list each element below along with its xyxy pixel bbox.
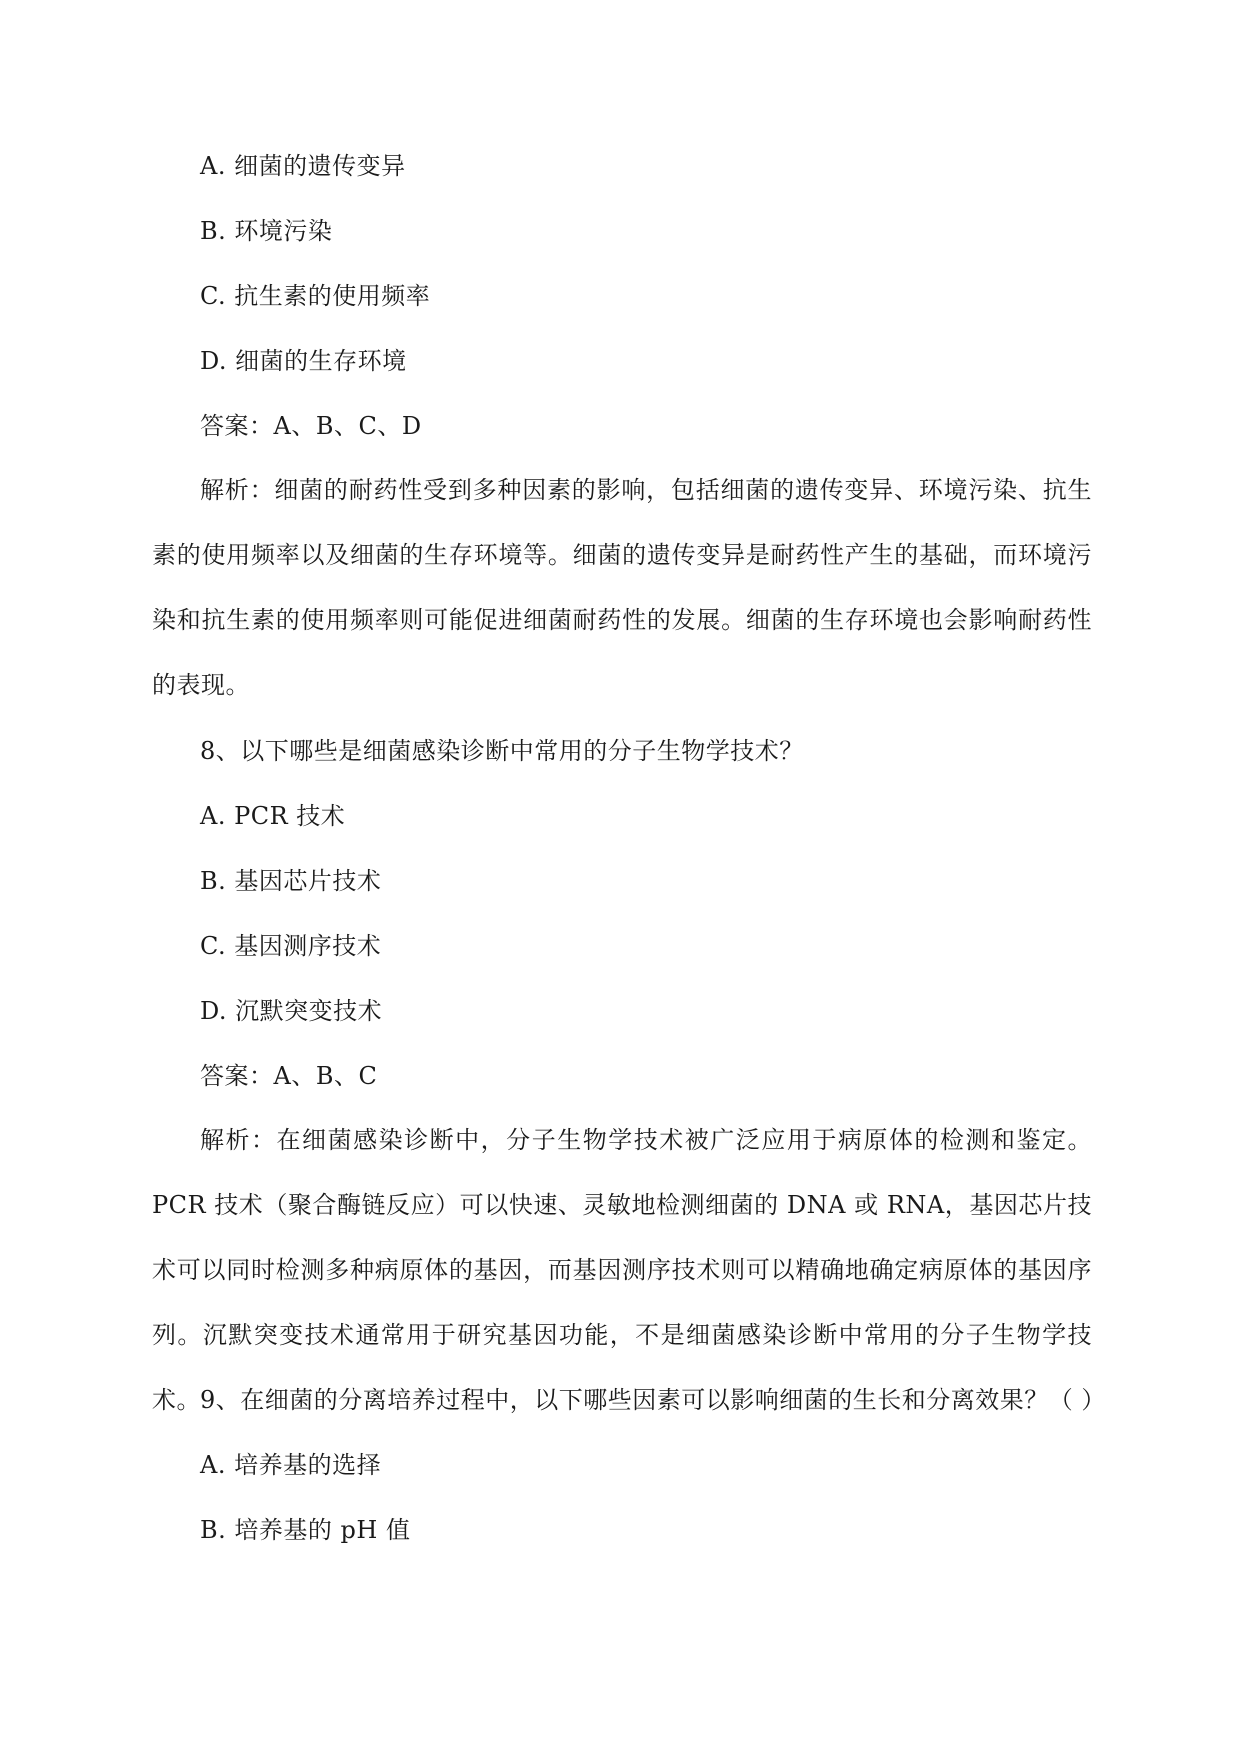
q7-analysis: 解析：细菌的耐药性受到多种因素的影响，包括细菌的遗传变异、环境污染、抗生素的使用频率以及细菌的生存环境等。细菌的遗传变异是耐药性产生的基础，而环境污染和抗生素的使用频率则可能促进细菌耐药性的发展。细菌的生存环境也会影响耐药性的表现。 bbox=[152, 476, 1092, 699]
q8-analysis: 解析：在细菌感染诊断中，分子生物学技术被广泛应用于病原体的检测和鉴定。PCR 技术（聚合酶链反应）可以快速、灵敏地检测细菌的 DNA 或 RNA，基因芯片技术可以同时检测多种病原体的基因，而基因测序技术则可以精确地确定病原体的基因序列。沉默突变技术通常用于研究基因功能，不是细菌感染诊断中常用的分子生物学技术。 bbox=[152, 1126, 1092, 1414]
q7-option-b: B. 环境污染 bbox=[200, 217, 333, 245]
q9-question: 9、在细菌的分离培养过程中，以下哪些因素可以影响细菌的生长和分离效果？（ ） bbox=[200, 1386, 1106, 1414]
q8-answer: 答案：A、B、C bbox=[200, 1062, 378, 1090]
q8-option-d: D. 沉默突变技术 bbox=[200, 997, 383, 1025]
q7-option-a: A. 细菌的遗传变异 bbox=[200, 152, 406, 180]
q8-option-c: C. 基因测序技术 bbox=[200, 932, 382, 960]
q8-option-b: B. 基因芯片技术 bbox=[200, 867, 382, 895]
q7-option-d: D. 细菌的生存环境 bbox=[200, 347, 407, 375]
q9-option-b: B. 培养基的 pH 值 bbox=[200, 1516, 411, 1544]
q8-question: 8、以下哪些是细菌感染诊断中常用的分子生物学技术？ bbox=[200, 737, 804, 765]
q8-option-a: A. PCR 技术 bbox=[200, 802, 346, 830]
q7-option-c: C. 抗生素的使用频率 bbox=[200, 282, 431, 310]
q7-answer: 答案：A、B、C、D bbox=[200, 412, 422, 440]
q9-option-a: A. 培养基的选择 bbox=[200, 1451, 382, 1479]
